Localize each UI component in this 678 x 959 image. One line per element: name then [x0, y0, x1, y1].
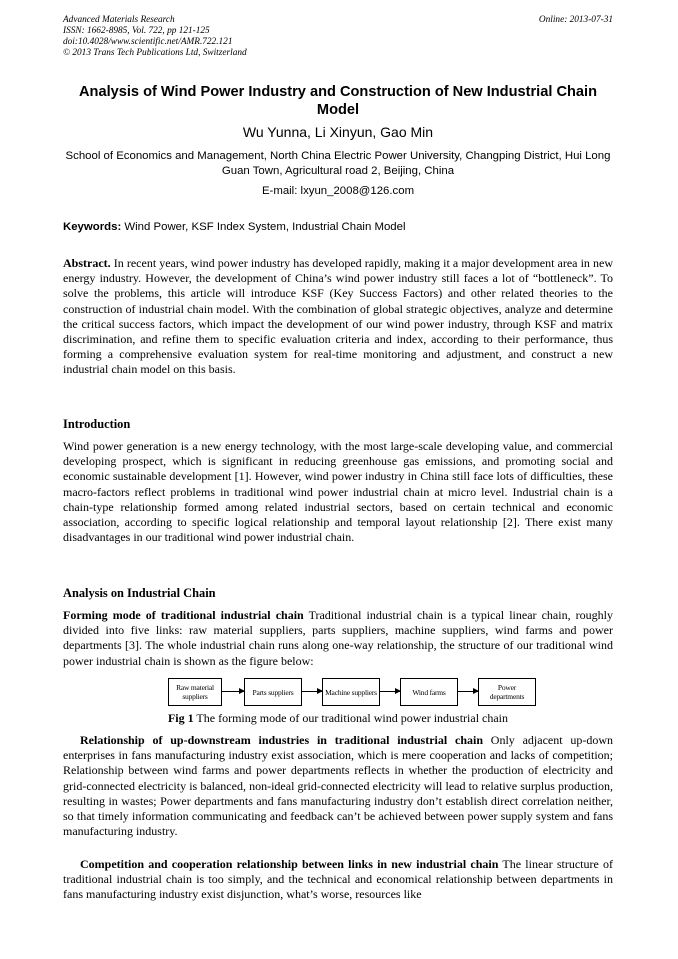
- introduction-paragraph: Wind power generation is a new energy technology, with the most large-scale developing value, and commercial developing prospect, which is significant in reducing greenhouse gas emissions, and promoting social and economic sustainable development [1]. However, wind power industry in China still face lots of difficulties, these macro-factors reflect problems in traditional wind power industrial chain at micro level. Industrial chain is a chain-type relationship formed among related industrial sectors, based on certain technical and economic association, according to specific logical relationship and temporal layout relationship [2]. There exist many disadvantages in our traditional wind power industrial chain.: [63, 439, 613, 545]
- figure-caption: [63, 711, 613, 726]
- node-wind-farms: Wind farms: [400, 678, 458, 706]
- analysis-heading: Analysis on Industrial Chain: [63, 586, 216, 600]
- arrow-3: [380, 691, 400, 692]
- abstract-label: Abstract.: [63, 256, 111, 270]
- online-date: Online: 2013-07-31: [538, 15, 613, 25]
- figure-label: Fig 1: [167, 711, 194, 725]
- journal-header: [63, 15, 247, 59]
- node-raw-material-suppliers: Raw material suppliers: [168, 678, 222, 706]
- node-machine-suppliers: Machine suppliers: [322, 678, 380, 706]
- competition-paragraph: [63, 857, 613, 903]
- affiliation: School of Economics and Management, North China Electric Power University, Changping District, Hui Long Guan Town, Agricultural road 2, Beijing, China: [65, 150, 611, 177]
- industrial-chain-figure: [168, 678, 538, 708]
- keywords-label: Keywords:: [63, 221, 122, 233]
- node-power-departments: Power departments: [478, 678, 536, 706]
- relationship-text: Only adjacent up-down enterprises in fans manufacturing industry exist association, which is mere cooperation and lacks of competition; Relationship between wind farms and power departments reflects in whether the production of electricity and grid-connected electricity is balanced, non-ideal grid-connected electricity will lead to relative surplus production, resulting in wastes; Power departments and fans manufacturing industry don’t establish direct correlation neither, so that timely information communicating and feedback can’t be achieved between power supply system and fans manufacturing industry.: [63, 733, 614, 839]
- authors: Wu Yunna, Li Xinyun, Gao Min: [242, 124, 434, 140]
- figure-caption-text: The forming mode of our traditional wind power industrial chain: [193, 711, 509, 725]
- competition-text: The linear structure of traditional industrial chain is too simply, and the technical and economical relationship between departments in fans manufacturing industry exist disjunction, what’s worse, resources like: [63, 857, 614, 902]
- competition-label: Competition and cooperation relationship between links in new industrial chain: [80, 857, 499, 871]
- relationship-label: Relationship of up-downstream industries in traditional industrial chain: [80, 733, 484, 747]
- arrow-4: [458, 691, 478, 692]
- introduction-heading: Introduction: [63, 417, 131, 431]
- abstract-text: In recent years, wind power industry has developed rapidly, making it a major development area in new energy industry. However, the development of China’s wind power industry still faces a lot of “bottleneck”. To solve the problems, this article will introduce KSF (Key Success Factors) and other related theories to the construction of industrial chain model. With the combination of global strategic objectives, analyze and determine the critical success factors, which impact the development of our wind power industry, through KSF and matrix discrimination, and refine them to specific evaluation criteria and index, according to their performance, thus forming a comprehensive evaluation system for real-time monitoring and adjustment, and construct a new industrial chain model on this basis.: [63, 256, 613, 377]
- paper-title: Analysis of Wind Power Industry and Construction of New Industrial Chain Model: [79, 84, 597, 118]
- copyright-line: © 2013 Trans Tech Publications Ltd, Switzerland: [63, 48, 247, 58]
- forming-mode-text: Traditional industrial chain is a typical linear chain, roughly divided into five links: raw material suppliers, parts suppliers, machine suppliers, wind farms and power departments [3]. The whole industrial chain runs along one-way relationship, the structure of our traditional wind power industrial chain is shown as the figure below:: [63, 608, 613, 668]
- keywords-text: Wind Power, KSF Index System, Industrial Chain Model: [121, 221, 406, 233]
- node-parts-suppliers: Parts suppliers: [244, 678, 302, 706]
- keywords: [63, 220, 613, 235]
- abstract-paragraph: [63, 256, 613, 378]
- arrow-2: [302, 691, 322, 692]
- forming-mode-label: Forming mode of traditional industrial chain: [63, 608, 304, 622]
- issn-line: ISSN: 1662-8985, Vol. 722, pp 121-125: [63, 26, 210, 36]
- forming-mode-paragraph: [63, 608, 613, 669]
- journal-name: Advanced Materials Research: [63, 15, 175, 25]
- doi-line: doi:10.4028/www.scientific.net/AMR.722.121: [63, 37, 233, 47]
- relationship-paragraph: [63, 733, 613, 839]
- arrow-1: [222, 691, 244, 692]
- email-line: E-mail: lxyun_2008@126.com: [261, 185, 415, 197]
